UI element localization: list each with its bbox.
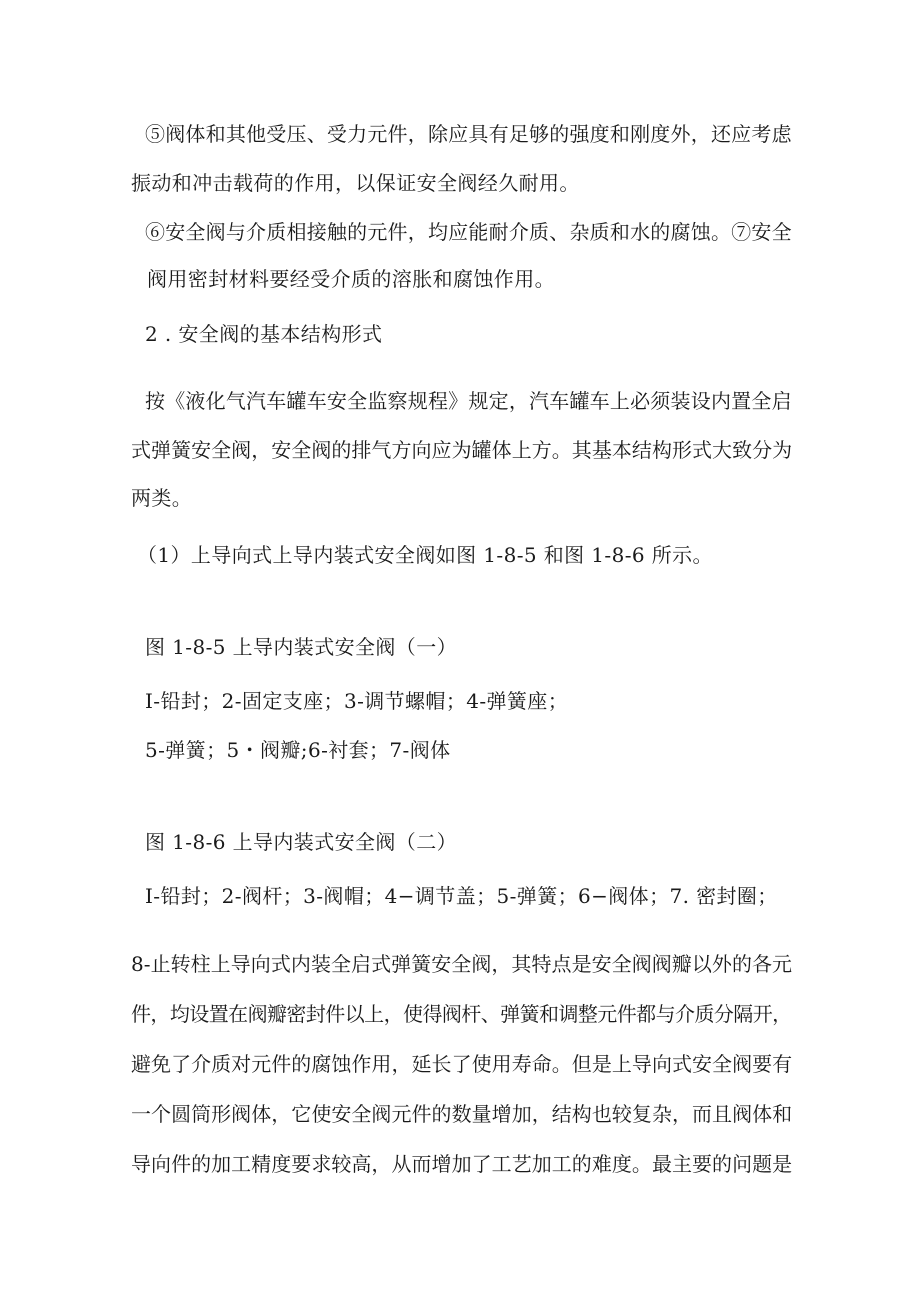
para-1-line-1: ⑤阀体和其他受压、受力元件，除应具有足够的强度和刚度外，还应考虑: [145, 122, 792, 146]
figure-legend-1-line-1: I-铅封；2-固定支座；3-调节螺帽；4-弹簧座；: [145, 689, 569, 713]
para-2-line-1: ⑥安全阀与介质相接触的元件，均应能耐介质、杂质和水的腐蚀。⑦安全: [145, 220, 792, 244]
section-heading: 2 . 安全阀的基本结构形式: [145, 322, 383, 346]
para-2-line-2: 阀用密封材料要经受介质的溶胀和腐蚀作用。: [147, 267, 555, 291]
para-5-line-3: 避免了介质对元件的腐蚀作用，延长了使用寿命。但是上导向式安全阀要有: [131, 1052, 793, 1076]
para-1-line-2: 振动和冲击载荷的作用，以保证安全阀经久耐用。: [131, 171, 580, 195]
para-5-line-2: 件，均设置在阀瓣密封件以上，使得阀杆、弹簧和调整元件都与介质分隔开，: [131, 1002, 792, 1026]
para-5-line-4: 一个圆筒形阀体，它使安全阀元件的数量增加，结构也较复杂，而且阀体和: [131, 1102, 793, 1126]
para-3-line-3: 两类。: [131, 486, 193, 510]
figure-legend-2-line-1: I-铅封；2-阀杆；3-阀帽；4−调节盖；5-弹簧；6−阀体；7. 密封圈；: [145, 884, 778, 908]
para-5-line-5: 导向件的加工精度要求较高，从而增加了工艺加工的难度。最主要的问题是: [131, 1152, 793, 1176]
para-3-line-2: 式弹簧安全阀，安全阀的排气方向应为罐体上方。其基本结构形式大致分为: [131, 438, 793, 462]
para-5-line-1: 8-止转柱上导向式内装全启式弹簧安全阀，其特点是安全阀阀瓣以外的各元: [131, 952, 793, 976]
para-3-line-1: 按《液化气汽车罐车安全监察规程》规定，汽车罐车上必须装设内置全启: [145, 389, 792, 413]
figure-caption-2: 图 1-8-6 上导内装式安全阀（二）: [145, 830, 458, 854]
figure-legend-1-line-2: 5-弹簧；5・阀瓣;6-衬套；7-阀体: [145, 738, 451, 762]
figure-caption-1: 图 1-8-5 上导内装式安全阀（一）: [145, 635, 458, 659]
para-4-line-1: （1）上导向式上导内装式安全阀如图 1-8-5 和图 1-8-6 所示。: [137, 543, 713, 567]
